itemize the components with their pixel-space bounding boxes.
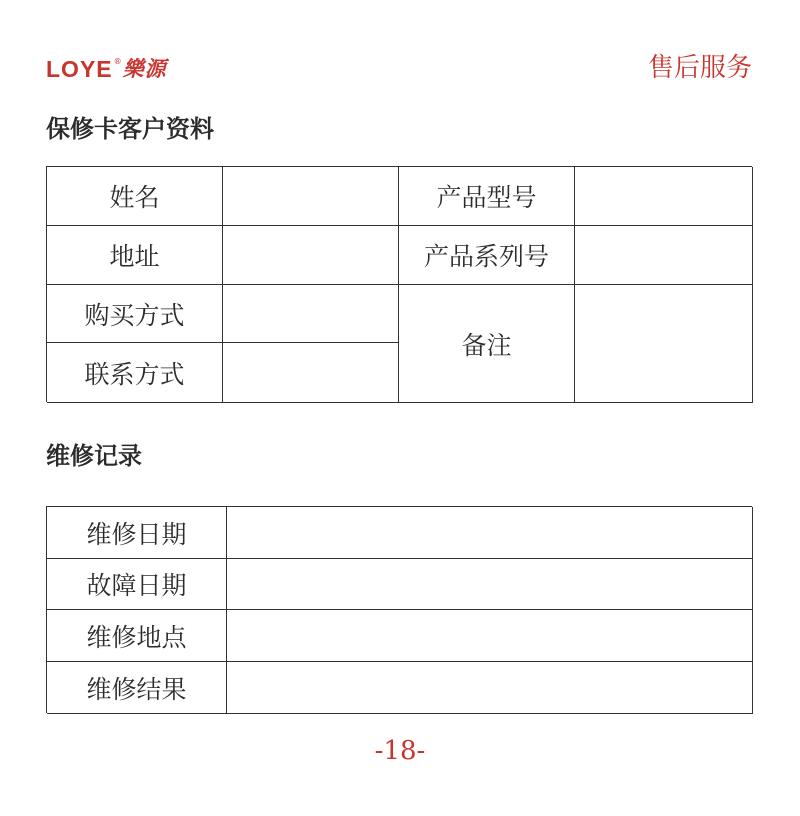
repair-location-label: 维修地点	[47, 610, 227, 662]
repair-result-field[interactable]	[227, 662, 753, 714]
repair-record-title: 维修记录	[46, 442, 142, 470]
repair-record-table	[46, 506, 752, 713]
fault-date-label: 故障日期	[47, 559, 227, 610]
name-field[interactable]	[223, 167, 399, 226]
logo-latin-text: LOYE	[46, 56, 113, 82]
repair-result-label: 维修结果	[47, 662, 227, 714]
purchase-method-field[interactable]	[223, 285, 399, 343]
product-serial-label: 产品系列号	[399, 226, 575, 285]
remarks-label: 备注	[399, 285, 575, 403]
address-field[interactable]	[223, 226, 399, 285]
section-label: 售后服务	[647, 53, 752, 83]
brand-logo	[46, 54, 167, 84]
contact-field[interactable]	[223, 343, 399, 403]
product-model-label: 产品型号	[399, 167, 575, 226]
logo-chinese-text: 樂源	[122, 56, 167, 81]
repair-location-field[interactable]	[227, 610, 753, 662]
remarks-field[interactable]	[575, 285, 753, 403]
registered-mark: ®	[113, 57, 122, 66]
name-label: 姓名	[47, 167, 223, 226]
address-label: 地址	[47, 226, 223, 285]
customer-info-table	[46, 166, 752, 402]
page-number: -18-	[374, 736, 426, 766]
fault-date-field[interactable]	[227, 559, 753, 610]
product-model-field[interactable]	[575, 167, 753, 226]
repair-date-field[interactable]	[227, 507, 753, 559]
contact-label: 联系方式	[47, 343, 223, 403]
customer-info-title: 保修卡客户资料	[46, 115, 214, 143]
product-serial-field[interactable]	[575, 226, 753, 285]
repair-date-label: 维修日期	[47, 507, 227, 559]
purchase-method-label: 购买方式	[47, 285, 223, 343]
